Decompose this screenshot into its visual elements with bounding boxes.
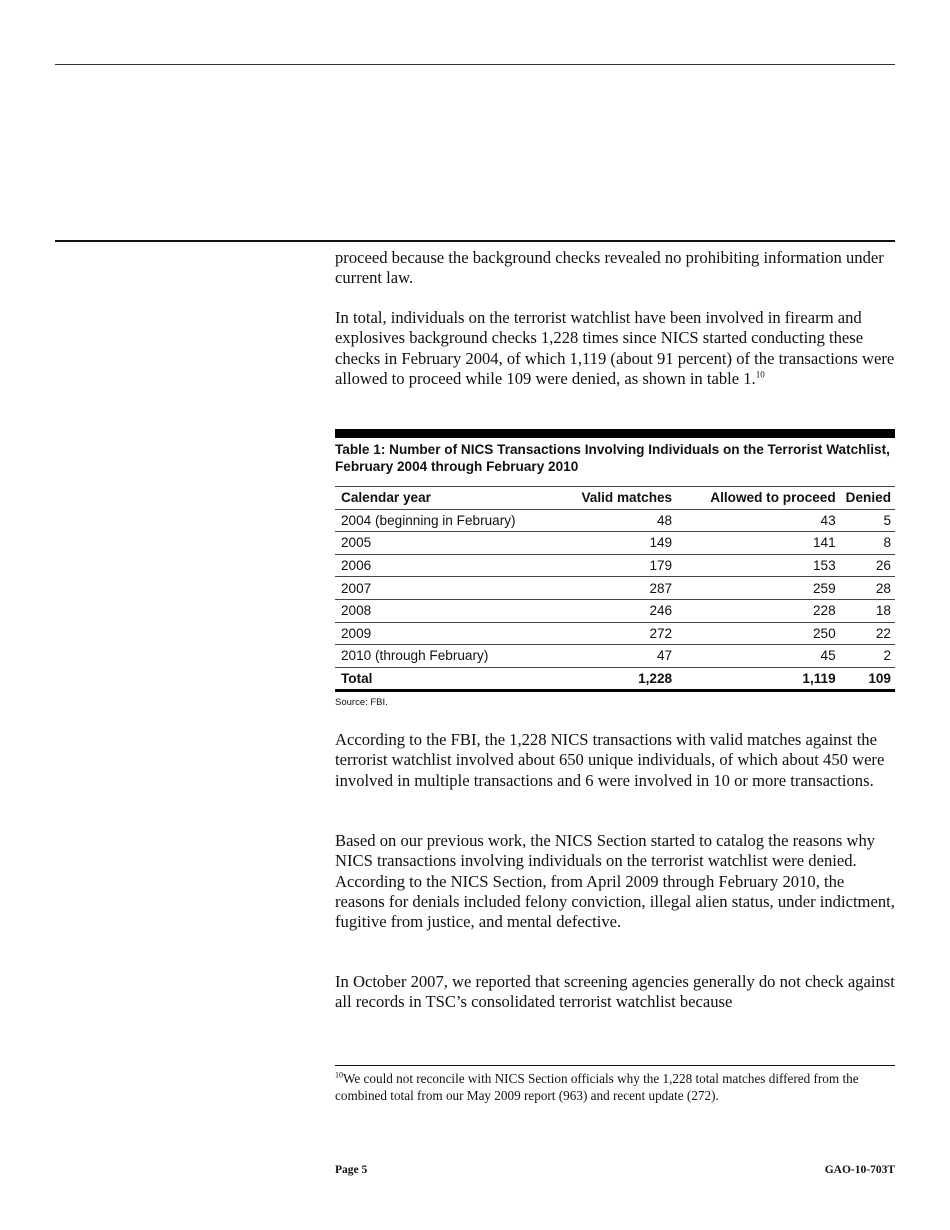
- cell-allowed: 250: [676, 622, 840, 645]
- total-valid-matches: 1,228: [550, 667, 676, 691]
- paragraph-2: [335, 308, 895, 389]
- table-row: [335, 509, 895, 532]
- table-row: [335, 599, 895, 622]
- footnote: [335, 1071, 895, 1104]
- header-allowed-to-proceed: Allowed to proceed: [676, 487, 840, 510]
- paragraph-5: In October 2007, we reported that screening agencies generally do not check against all records in TSC’s consolidated terrorist watchlist because: [335, 972, 895, 1012]
- table-row: [335, 577, 895, 600]
- cell-allowed: 153: [676, 554, 840, 577]
- table-row: [335, 645, 895, 668]
- cell-denied: 8: [840, 532, 895, 555]
- cell-valid-matches: 47: [550, 645, 676, 668]
- table-source: Source: FBI.: [335, 697, 388, 708]
- report-id: GAO-10-703T: [824, 1164, 895, 1176]
- cell-valid-matches: 246: [550, 599, 676, 622]
- cell-year: 2006: [335, 554, 550, 577]
- cell-denied: 28: [840, 577, 895, 600]
- table-row: [335, 622, 895, 645]
- cell-denied: 2: [840, 645, 895, 668]
- table-header-row: [335, 487, 895, 510]
- header-calendar-year: Calendar year: [335, 487, 550, 510]
- transactions-table: [335, 486, 895, 692]
- total-denied: 109: [840, 667, 895, 691]
- cell-valid-matches: 272: [550, 622, 676, 645]
- cell-allowed: 259: [676, 577, 840, 600]
- footnote-rule: [335, 1065, 895, 1066]
- total-label: Total: [335, 667, 550, 691]
- table-1: [335, 429, 895, 692]
- cell-year: 2009: [335, 622, 550, 645]
- footnote-number: 10: [335, 1070, 343, 1080]
- cell-denied: 5: [840, 509, 895, 532]
- total-allowed: 1,119: [676, 667, 840, 691]
- header-valid-matches: Valid matches: [550, 487, 676, 510]
- paragraph-4: Based on our previous work, the NICS Section started to catalog the reasons why NICS transactions involving individuals on the terrorist watchlist were denied. According to the NICS Section, from April 2009 through February 2010, the reasons for denials included felony conviction, illegal alien status, under indictment, fugitive from justice, and mental defective.: [335, 831, 895, 932]
- cell-valid-matches: 179: [550, 554, 676, 577]
- cell-year: 2008: [335, 599, 550, 622]
- section-rule: [55, 240, 895, 242]
- cell-valid-matches: 48: [550, 509, 676, 532]
- header-rule: [55, 64, 895, 65]
- table-row: [335, 554, 895, 577]
- cell-year: 2005: [335, 532, 550, 555]
- cell-allowed: 43: [676, 509, 840, 532]
- footnote-text: We could not reconcile with NICS Section officials why the 1,228 total matches differed from the combined total from our May 2009 report (963) and recent update (272).: [335, 1071, 859, 1103]
- cell-allowed: 45: [676, 645, 840, 668]
- cell-year: 2010 (through February): [335, 645, 550, 668]
- cell-denied: 26: [840, 554, 895, 577]
- cell-valid-matches: 287: [550, 577, 676, 600]
- footnote-reference[interactable]: 10: [755, 369, 765, 380]
- cell-denied: 18: [840, 599, 895, 622]
- cell-year: 2007: [335, 577, 550, 600]
- paragraph-2-text: In total, individuals on the terrorist watchlist have been involved in firearm and explosives background checks 1,228 times since NICS started conducting these checks in February 2004, of which 1,119 (about 91 percent) of the transactions were allowed to proceed while 109 were denied, as shown in table 1.: [335, 308, 895, 388]
- table-caption: Table 1: Number of NICS Transactions Involving Individuals on the Terrorist Watchlist, February 2004 through February 2010: [335, 442, 890, 474]
- cell-allowed: 228: [676, 599, 840, 622]
- paragraph-3: According to the FBI, the 1,228 NICS transactions with valid matches against the terrorist watchlist involved about 650 unique individuals, of which about 450 were involved in multiple transactions and 6 were involved in 10 or more transactions.: [335, 730, 885, 790]
- cell-valid-matches: 149: [550, 532, 676, 555]
- table-total-row: [335, 667, 895, 691]
- cell-denied: 22: [840, 622, 895, 645]
- cell-allowed: 141: [676, 532, 840, 555]
- table-row: [335, 532, 895, 555]
- header-denied: Denied: [840, 487, 895, 510]
- table-top-bar: [335, 429, 895, 438]
- paragraph-1: proceed because the background checks revealed no prohibiting information under current law.: [335, 248, 884, 288]
- cell-year: 2004 (beginning in February): [335, 509, 550, 532]
- page-number: Page 5: [335, 1164, 368, 1176]
